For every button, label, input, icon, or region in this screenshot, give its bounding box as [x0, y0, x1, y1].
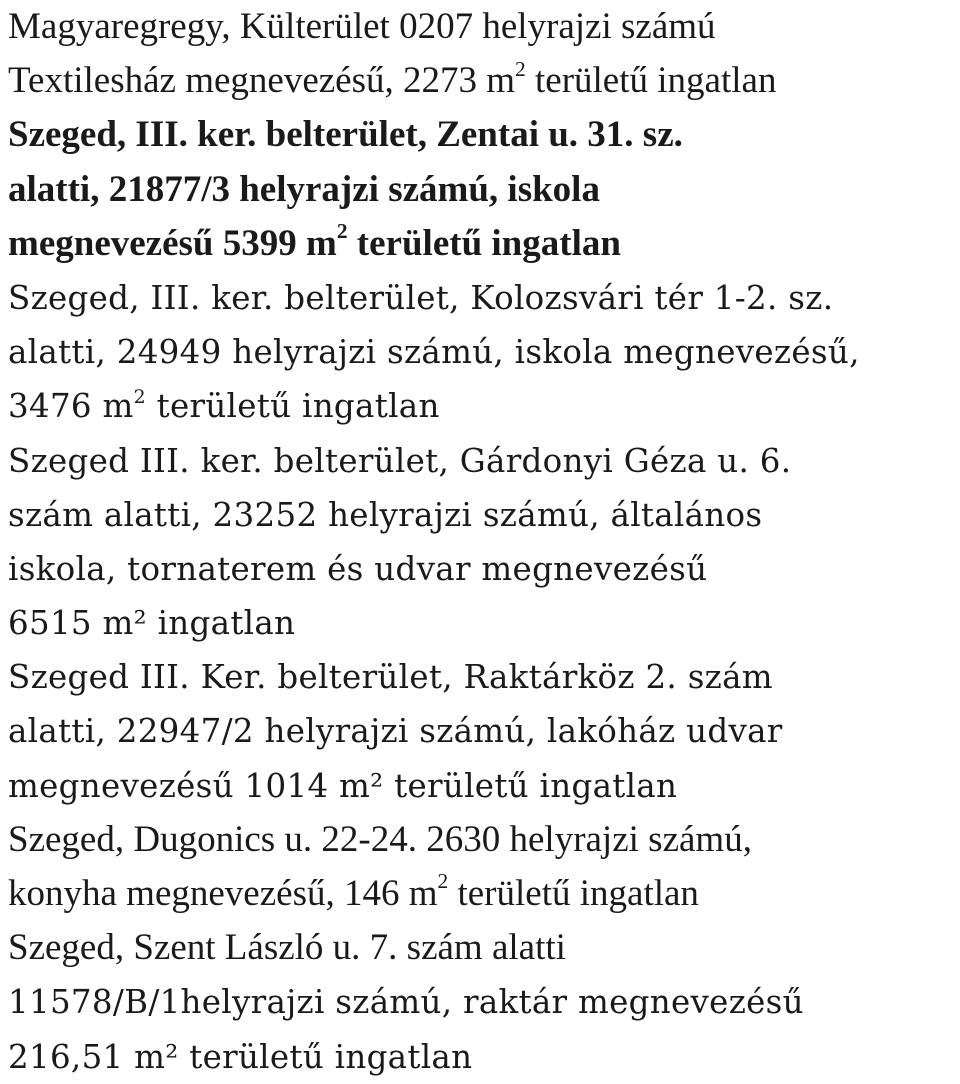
- line-text: területű ingatlan: [347, 222, 621, 264]
- line-text: Textilesház megnevezésű, 2273 m: [8, 60, 516, 102]
- entry-line: 216,51 m² területű ingatlan: [8, 1037, 473, 1076]
- entry-line: Szeged, III. ker. belterület, Kolozsvári tér 1-2. sz.: [8, 278, 834, 317]
- property-entry-kolozsvari: [8, 271, 956, 434]
- entry-line: [8, 379, 956, 433]
- property-list: [8, 0, 956, 1084]
- property-entry-zentai: [8, 108, 956, 271]
- superscript: 2: [133, 386, 146, 408]
- superscript: 2: [437, 869, 449, 894]
- entry-line: 11578/B/1helyrajzi számú, raktár megnevezésű: [8, 983, 804, 1022]
- property-entry-szent-laszlo: [8, 921, 956, 1084]
- entry-line: alatti, 24949 helyrajzi számú, iskola megnevezésű,: [8, 333, 860, 372]
- entry-line: Szeged III. ker. belterület, Gárdonyi Géza u. 6.: [8, 441, 792, 480]
- entry-line: Magyaregregy, Külterület 0207 helyrajzi számú: [8, 6, 716, 47]
- line-text: területű ingatlan: [448, 873, 699, 914]
- entry-line: alatti, 22947/2 helyrajzi számú, lakóház udvar: [8, 712, 783, 751]
- entry-line: Szeged, III. ker. belterület, Zentai u. 31. sz.: [8, 114, 683, 156]
- entry-line: Szeged III. Ker. belterület, Raktárköz 2. szám: [8, 658, 773, 697]
- entry-line: [8, 54, 956, 108]
- line-text: megnevezésű 5399 m: [8, 222, 337, 264]
- superscript: 2: [336, 219, 348, 244]
- line-text: 3476 m: [8, 387, 134, 426]
- line-text: területű ingatlan: [145, 387, 440, 426]
- superscript: 2: [515, 56, 526, 81]
- property-entry-raktarkoz: [8, 650, 956, 813]
- entry-line: [8, 217, 956, 271]
- line-text: konyha megnevezésű, 146 m: [8, 873, 438, 914]
- entry-line: alatti, 21877/3 helyrajzi számú, iskola: [8, 168, 600, 210]
- property-entry-gardonyi: [8, 434, 956, 651]
- property-entry-magyaregregy: [8, 0, 956, 108]
- property-entry-dugonics: [8, 813, 956, 921]
- line-text: területű ingatlan: [525, 60, 777, 102]
- entry-line: 6515 m² ingatlan: [8, 604, 296, 643]
- entry-line: iskola, tornaterem és udvar megnevezésű: [8, 549, 708, 588]
- entry-line: [8, 867, 956, 921]
- entry-line: megnevezésű 1014 m² területű ingatlan: [8, 766, 678, 805]
- entry-line: szám alatti, 23252 helyrajzi számú, általános: [8, 495, 763, 534]
- entry-line: Szeged, Dugonics u. 22-24. 2630 helyrajzi számú,: [8, 818, 752, 860]
- entry-line: Szeged, Szent László u. 7. szám alatti: [8, 927, 566, 969]
